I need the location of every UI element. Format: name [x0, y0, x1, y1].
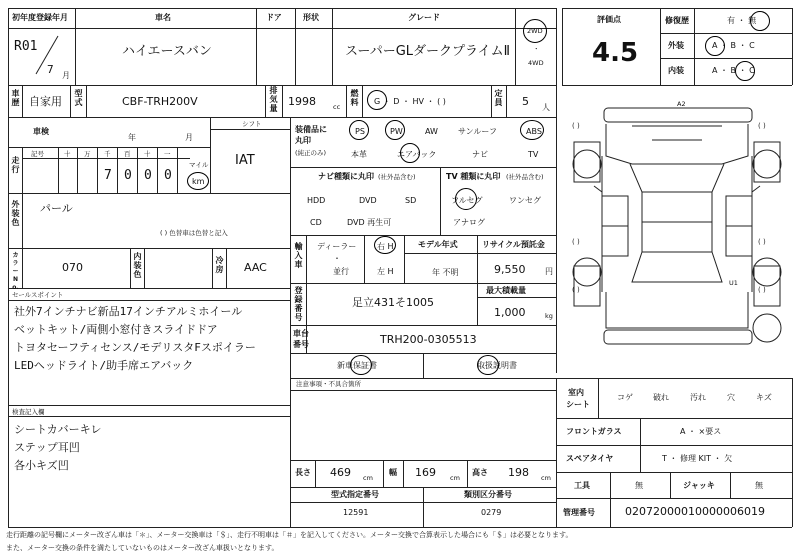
circle-fullseg — [455, 188, 477, 210]
ac-label: 冷房 — [215, 256, 224, 274]
equip-tv: TV — [528, 150, 539, 159]
tools: 無 — [635, 481, 643, 490]
recycle-yen: 円 — [545, 267, 553, 276]
model: CBF-TRH200V — [122, 95, 198, 108]
capacity-unit: 人 — [542, 103, 550, 112]
repair-label: 修復歴 — [665, 16, 689, 25]
width-label: 幅 — [389, 468, 397, 477]
type-no-label: 型式指定番号 — [331, 490, 379, 499]
inspector-line-2: ステップ耳凹 — [14, 441, 80, 454]
mileage-symbol-label: 記号 — [31, 150, 44, 158]
shape-label: 形状 — [303, 13, 319, 22]
interior-options: A ・ B ・ C — [712, 66, 755, 75]
equip-navi: ナビ — [472, 150, 488, 159]
interior-label: 内装 — [668, 66, 684, 75]
digit-label-3: 百 — [124, 150, 131, 158]
height: 198 — [508, 466, 529, 479]
rating-score: 4.5 — [592, 38, 639, 68]
use-label: 車歴 — [11, 89, 20, 107]
import-left-h: 左 H — [377, 267, 394, 276]
digit-label-5: 一 — [164, 150, 171, 158]
tv-fullseg: フルセグ — [451, 196, 483, 205]
max-load-unit: kg — [545, 312, 553, 320]
cc-unit: cc — [333, 103, 341, 111]
length: 469 — [330, 466, 351, 479]
navi-dvd-play: DVD 再生可 — [347, 218, 392, 227]
inspection-label: 車検 — [33, 127, 49, 136]
drive-2wd: 2WD — [527, 27, 543, 35]
digit-5: 0 — [164, 168, 172, 183]
tv-sub: (社外品含む) — [506, 173, 544, 181]
import-label: 輸入車 — [294, 242, 303, 269]
navi-sub: (社外品含む) — [378, 173, 416, 181]
circle-pw — [385, 120, 405, 140]
displacement: 1998 — [288, 95, 316, 108]
circle-interior-b — [735, 61, 755, 81]
tools-label: 工具 — [574, 481, 590, 490]
glass-options: A ・ ×要ス — [680, 427, 722, 436]
digit-2: 7 — [104, 168, 112, 183]
circle-ps — [349, 120, 369, 140]
inspection-year: 年 — [128, 133, 136, 142]
circle-fuel-g — [367, 90, 387, 110]
notes-label: 注意事項・不具合箇所 — [296, 380, 361, 388]
color-note: ( ) 色替車は色替と記入 — [160, 229, 228, 237]
damage-mark-u1: U1 — [729, 279, 738, 287]
ac: AAC — [244, 261, 267, 274]
max-load-label: 最大積載量 — [486, 286, 526, 295]
circle-manual — [477, 355, 499, 375]
tv-label: TV 種類に丸印 — [446, 172, 501, 181]
drive-dot: ・ — [533, 45, 540, 53]
inspector-line-1: シートカバーキレ — [14, 423, 102, 436]
unit-km: km — [192, 177, 205, 186]
import-parallel: 並行 — [333, 267, 349, 276]
use: 自家用 — [29, 95, 62, 108]
equip-aw: AW — [425, 127, 438, 136]
capacity: 5 — [522, 95, 529, 108]
sales-points-label: セールスポイント — [12, 291, 64, 299]
navi-label: ナビ種類に丸印 — [318, 172, 374, 181]
seat-label-1: 室内 — [568, 388, 584, 397]
equipment-label-1: 装備品に — [295, 125, 327, 134]
inspector-label: 検査記入欄 — [12, 408, 45, 416]
shift-label: シフト — [242, 120, 262, 128]
recycle-label: リサイクル預託金 — [482, 240, 545, 249]
digit-label-0: 十 — [64, 150, 71, 158]
spare-label: スペアタイヤ — [566, 454, 614, 463]
circle-exterior-a — [705, 36, 725, 56]
registration-number: 足立431そ1005 — [352, 296, 434, 309]
color-no-label: カラーNo. — [12, 252, 19, 291]
color-value: パール — [40, 202, 73, 215]
first-reg-month: 7 — [47, 63, 54, 76]
car-name-label: 車名 — [155, 13, 171, 22]
class-no: 0279 — [481, 508, 502, 517]
mgmt-number: 02072000010000006019 — [625, 505, 765, 518]
footer-line-1: 走行距離の記号欄にメーター改ざん車は「＊」、メーター交換車は「＄」、走行不明車は「＃」を記入してください。メーター交換で合算表示した場合にも「＄」は必要となります。 — [6, 531, 573, 539]
navi-cd: CD — [310, 218, 322, 227]
sales-point-4: LEDヘッドライト/助手席エアバック — [14, 359, 194, 372]
svg-text:( ): ( ) — [572, 122, 580, 130]
max-load: 1,000 — [494, 306, 526, 319]
inspector-line-3: 各小キズ凹 — [14, 459, 69, 472]
first-reg-label: 初年度登録年月 — [12, 13, 68, 22]
import-dealer: ディーラー — [317, 242, 357, 251]
color-no: 070 — [62, 261, 83, 274]
import-dot: ・ — [333, 254, 341, 263]
spare-options: T ・ 修理 KIT ・ 欠 — [662, 454, 733, 463]
height-label: 高さ — [472, 468, 488, 477]
width-unit: cm — [450, 474, 460, 482]
tv-oneseg: ワンセグ — [509, 196, 541, 205]
glass-label: フロントガラス — [566, 427, 622, 436]
exterior-options: A ・ B ・ C — [712, 41, 755, 50]
color-label: 外装色 — [11, 200, 20, 227]
seat-dirt: 汚れ — [690, 393, 706, 402]
length-label: 長さ — [295, 468, 311, 477]
seat-label-2: シート — [566, 400, 590, 409]
mgmt-label: 管理番号 — [563, 508, 595, 517]
door-label: ドア — [266, 13, 282, 22]
grade: スーパーGLダークプライムⅡ — [345, 44, 511, 59]
class-no-label: 類別区分番号 — [464, 490, 512, 499]
seat-scratch: キズ — [756, 393, 772, 402]
circle-repair-none — [750, 11, 770, 31]
seat-hole: 穴 — [727, 393, 735, 402]
svg-text:( ): ( ) — [572, 286, 580, 294]
recycle: 9,550 — [494, 263, 526, 276]
sales-point-3: トヨタセーフティセンス/モデリスタFスポイラー — [14, 341, 256, 354]
digit-3: 0 — [124, 168, 132, 183]
chassis-label-1: 車台 — [293, 329, 309, 338]
circle-km — [187, 172, 209, 190]
navi-dvd: DVD — [359, 196, 377, 205]
inspection-month: 月 — [185, 133, 193, 142]
equip-airbag: エアバック — [397, 150, 437, 159]
mileage-label: 走行 — [11, 156, 20, 174]
drive-4wd: 4WD — [528, 59, 544, 67]
displacement-label: 排気量 — [269, 86, 278, 113]
shift: IAT — [235, 153, 255, 168]
height-unit: cm — [541, 474, 551, 482]
digit-4: 0 — [144, 168, 152, 183]
grade-label: グレード — [408, 13, 440, 22]
model-label: 型式 — [74, 89, 83, 107]
registration-label: 登録番号 — [294, 286, 303, 322]
circle-abs — [520, 120, 544, 140]
type-no: 12591 — [343, 508, 369, 517]
jack-label: ジャッキ — [683, 481, 715, 490]
model-year: 年 不明 — [432, 268, 459, 277]
footer-line-2: また、メーター交換の条件を満たしていないものはメーター改ざん車扱いとなります。 — [6, 544, 279, 552]
first-reg-month-unit: 月 — [62, 71, 70, 80]
chassis-label-2: 番号 — [293, 340, 309, 349]
fuel-options: G ・ D ・ HV ・ ( ) — [374, 97, 446, 106]
equip-leather: 本革 — [351, 150, 367, 159]
unit-mile: マイル — [189, 161, 209, 169]
navi-hdd: HDD — [307, 196, 326, 205]
svg-text:( ): ( ) — [758, 286, 766, 294]
car-body-diagram — [562, 96, 792, 366]
equip-pw: PW — [390, 127, 403, 136]
chassis-number: TRH200-0305513 — [380, 333, 477, 346]
width: 169 — [415, 466, 436, 479]
equip-ps: PS — [355, 127, 365, 136]
digit-label-2: 千 — [104, 150, 111, 158]
capacity-label: 定員 — [494, 89, 503, 107]
import-right-h: 右 H — [377, 242, 394, 251]
sales-point-2: ベットキット/両側小窓付きスライドドア — [14, 323, 218, 336]
damage-mark-a2: A2 — [677, 100, 686, 108]
equip-abs: ABS — [526, 127, 542, 136]
seat-burn: コゲ — [617, 393, 633, 402]
jack: 無 — [755, 481, 763, 490]
first-reg-era: R01 — [14, 39, 38, 54]
car-name: ハイエースバン — [122, 44, 212, 59]
tv-analog: アナログ — [453, 218, 485, 227]
svg-text:( ): ( ) — [758, 238, 766, 246]
equipment-sub: (純正のみ) — [295, 149, 327, 157]
new-car-warranty: 新車保証書 — [337, 361, 377, 370]
navi-sd: SD — [405, 196, 417, 205]
sales-point-1: 社外7インチナビ新品17インチアルミホイール — [14, 305, 243, 318]
circle-warranty — [350, 355, 372, 375]
digit-label-1: 万 — [84, 150, 91, 158]
svg-text:( ): ( ) — [572, 238, 580, 246]
length-unit: cm — [363, 474, 373, 482]
svg-text:( ): ( ) — [758, 122, 766, 130]
interior-color-label: 内装色 — [133, 252, 142, 279]
exterior-label: 外装 — [668, 41, 684, 50]
rating-label: 評価点 — [597, 15, 621, 24]
circle-airbag — [400, 143, 420, 163]
circle-right-h — [374, 236, 396, 254]
equip-sunroof: サンルーフ — [458, 127, 497, 136]
equipment-label-2: 丸印 — [295, 136, 311, 145]
manual: 取扱説明書 — [477, 361, 517, 370]
digit-label-4: 十 — [144, 150, 151, 158]
fuel-label: 燃料 — [350, 89, 359, 107]
seat-tear: 破れ — [653, 393, 669, 402]
model-year-label: モデル年式 — [418, 240, 458, 249]
repair-options: 有 ・ 無 — [727, 16, 757, 25]
